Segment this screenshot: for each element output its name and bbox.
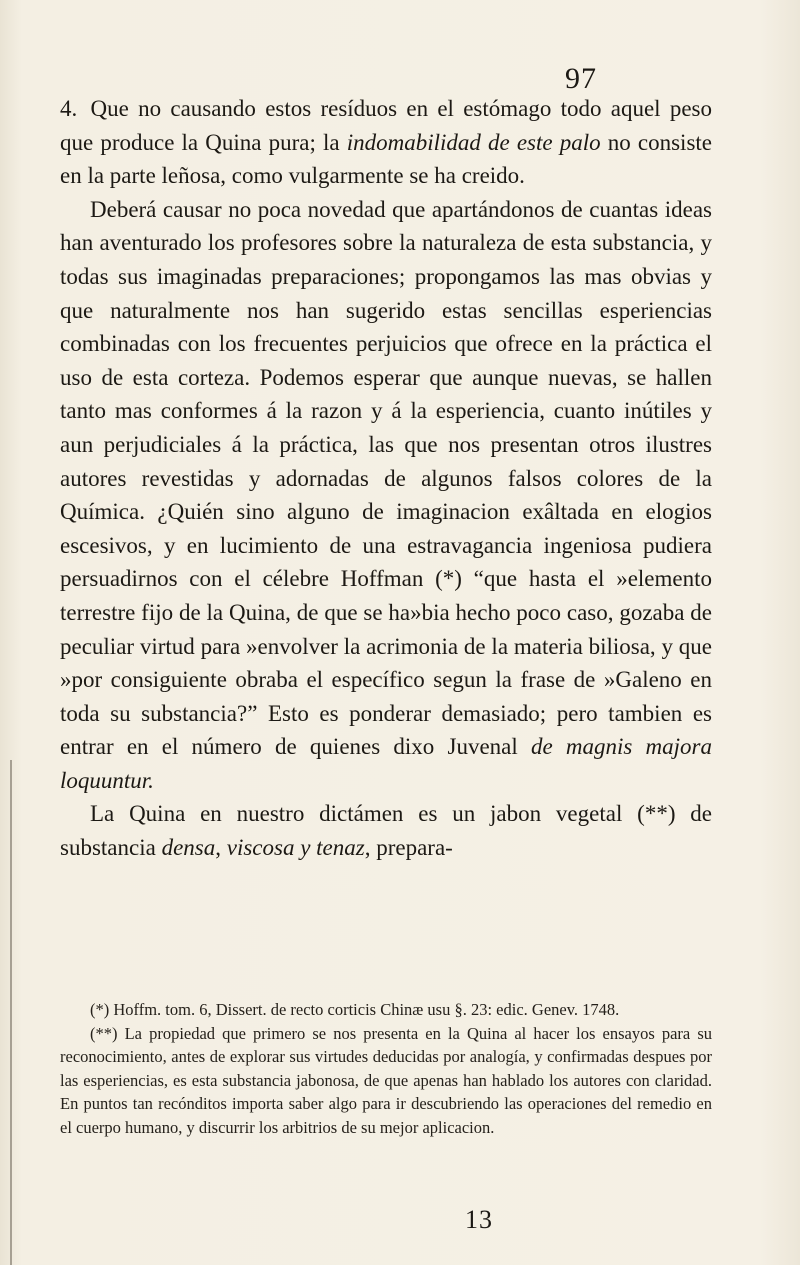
section-number: 4.	[60, 96, 78, 121]
binding-edge	[10, 760, 12, 1265]
paragraph-3-comma: ,	[215, 835, 227, 861]
paragraph-3-text-a: La Quina en nuestro dictámen es un jabon vegetal (**) de substancia	[60, 801, 712, 861]
paragraph-2-latin-quote: de magnis majora loquuntur.	[60, 734, 712, 793]
footnote-2: (**) La propiedad que primero se nos presenta en la Quina al hacer los ensayos para su reconocimiento, antes de explorar sus virtudes deducidas por analogía, y confirmadas despues por las esperiencias, es esta substancia jabonosa, de que apenas han hablado los autores con claridad. En puntos tan recónditos importa saber algo para ir descubriendo las operaciones del remedio en el cuerpo humano, y discurrir los arbitrios de su mejor aplicacion.	[60, 1023, 712, 1137]
paragraph-1-text-b: no consiste en la parte leñosa, como vulgarmente se ha creido.	[60, 129, 712, 189]
paragraph-3-italic-viscosa: viscosa y tenaz	[226, 835, 365, 861]
paragraph-2-text: Deberá causar no poca novedad que apartándonos de cuantas ideas han aventurado los profesores sobre la naturaleza de esta substancia, y todas sus imaginadas preparaciones; propongamos las mas obvias y que naturalmente nos han sugerido estas sencillas esperiencias combinadas con los frecuentes perjuicios que ofrece en la práctica el uso de esta corteza. Podemos esperar que aunque nuevas, se hallen tanto mas conformes á la razon y á la esperiencia, cuanto inútiles y aun perjudiciales á la práctica, las que nos presentan otros ilustres autores revestidas y adornadas de algunos falsos colores de la Química. ¿Quién sino alguno de imaginacion exâltada en elogios escesivos, y en lucimiento de una estravagancia ingeniosa pudiera persuadirnos con el célebre Hoffman (*) “que hasta el »elemento terrestre fijo de la Quina, de que se ha»bia hecho poco caso, gozaba de peculiar virtud para »envolver la acrimonia de la materia biliosa, y que »por consiguiente obraba el específico segun la frase de »Galeno en toda su substancia?” Esto es ponderar demasiado; pero tambien es entrar en el número de quienes dixo Juvenal	[60, 196, 712, 760]
paragraph-3-italic-densa: densa	[161, 835, 216, 861]
paragraph-1-italic: indomabilidad de este palo	[346, 129, 601, 155]
paragraph-3	[60, 797, 712, 864]
footnote-1: (*) Hoffm. tom. 6, Dissert. de recto corticis Chinæ usu §. 23: edic. Genev. 1748.	[90, 1000, 620, 1019]
paragraph-1-text-a: Que no causando estos resíduos en el estómago todo aquel peso que produce la Quina pura; la	[60, 96, 712, 155]
page-number: 97	[565, 62, 597, 95]
signature-mark: 13	[465, 1205, 493, 1234]
footnotes	[60, 998, 712, 1140]
paragraph-2	[60, 193, 712, 798]
main-text	[60, 92, 712, 865]
paragraph-1	[60, 92, 712, 193]
paragraph-3-text-b: , prepara-	[364, 835, 453, 861]
